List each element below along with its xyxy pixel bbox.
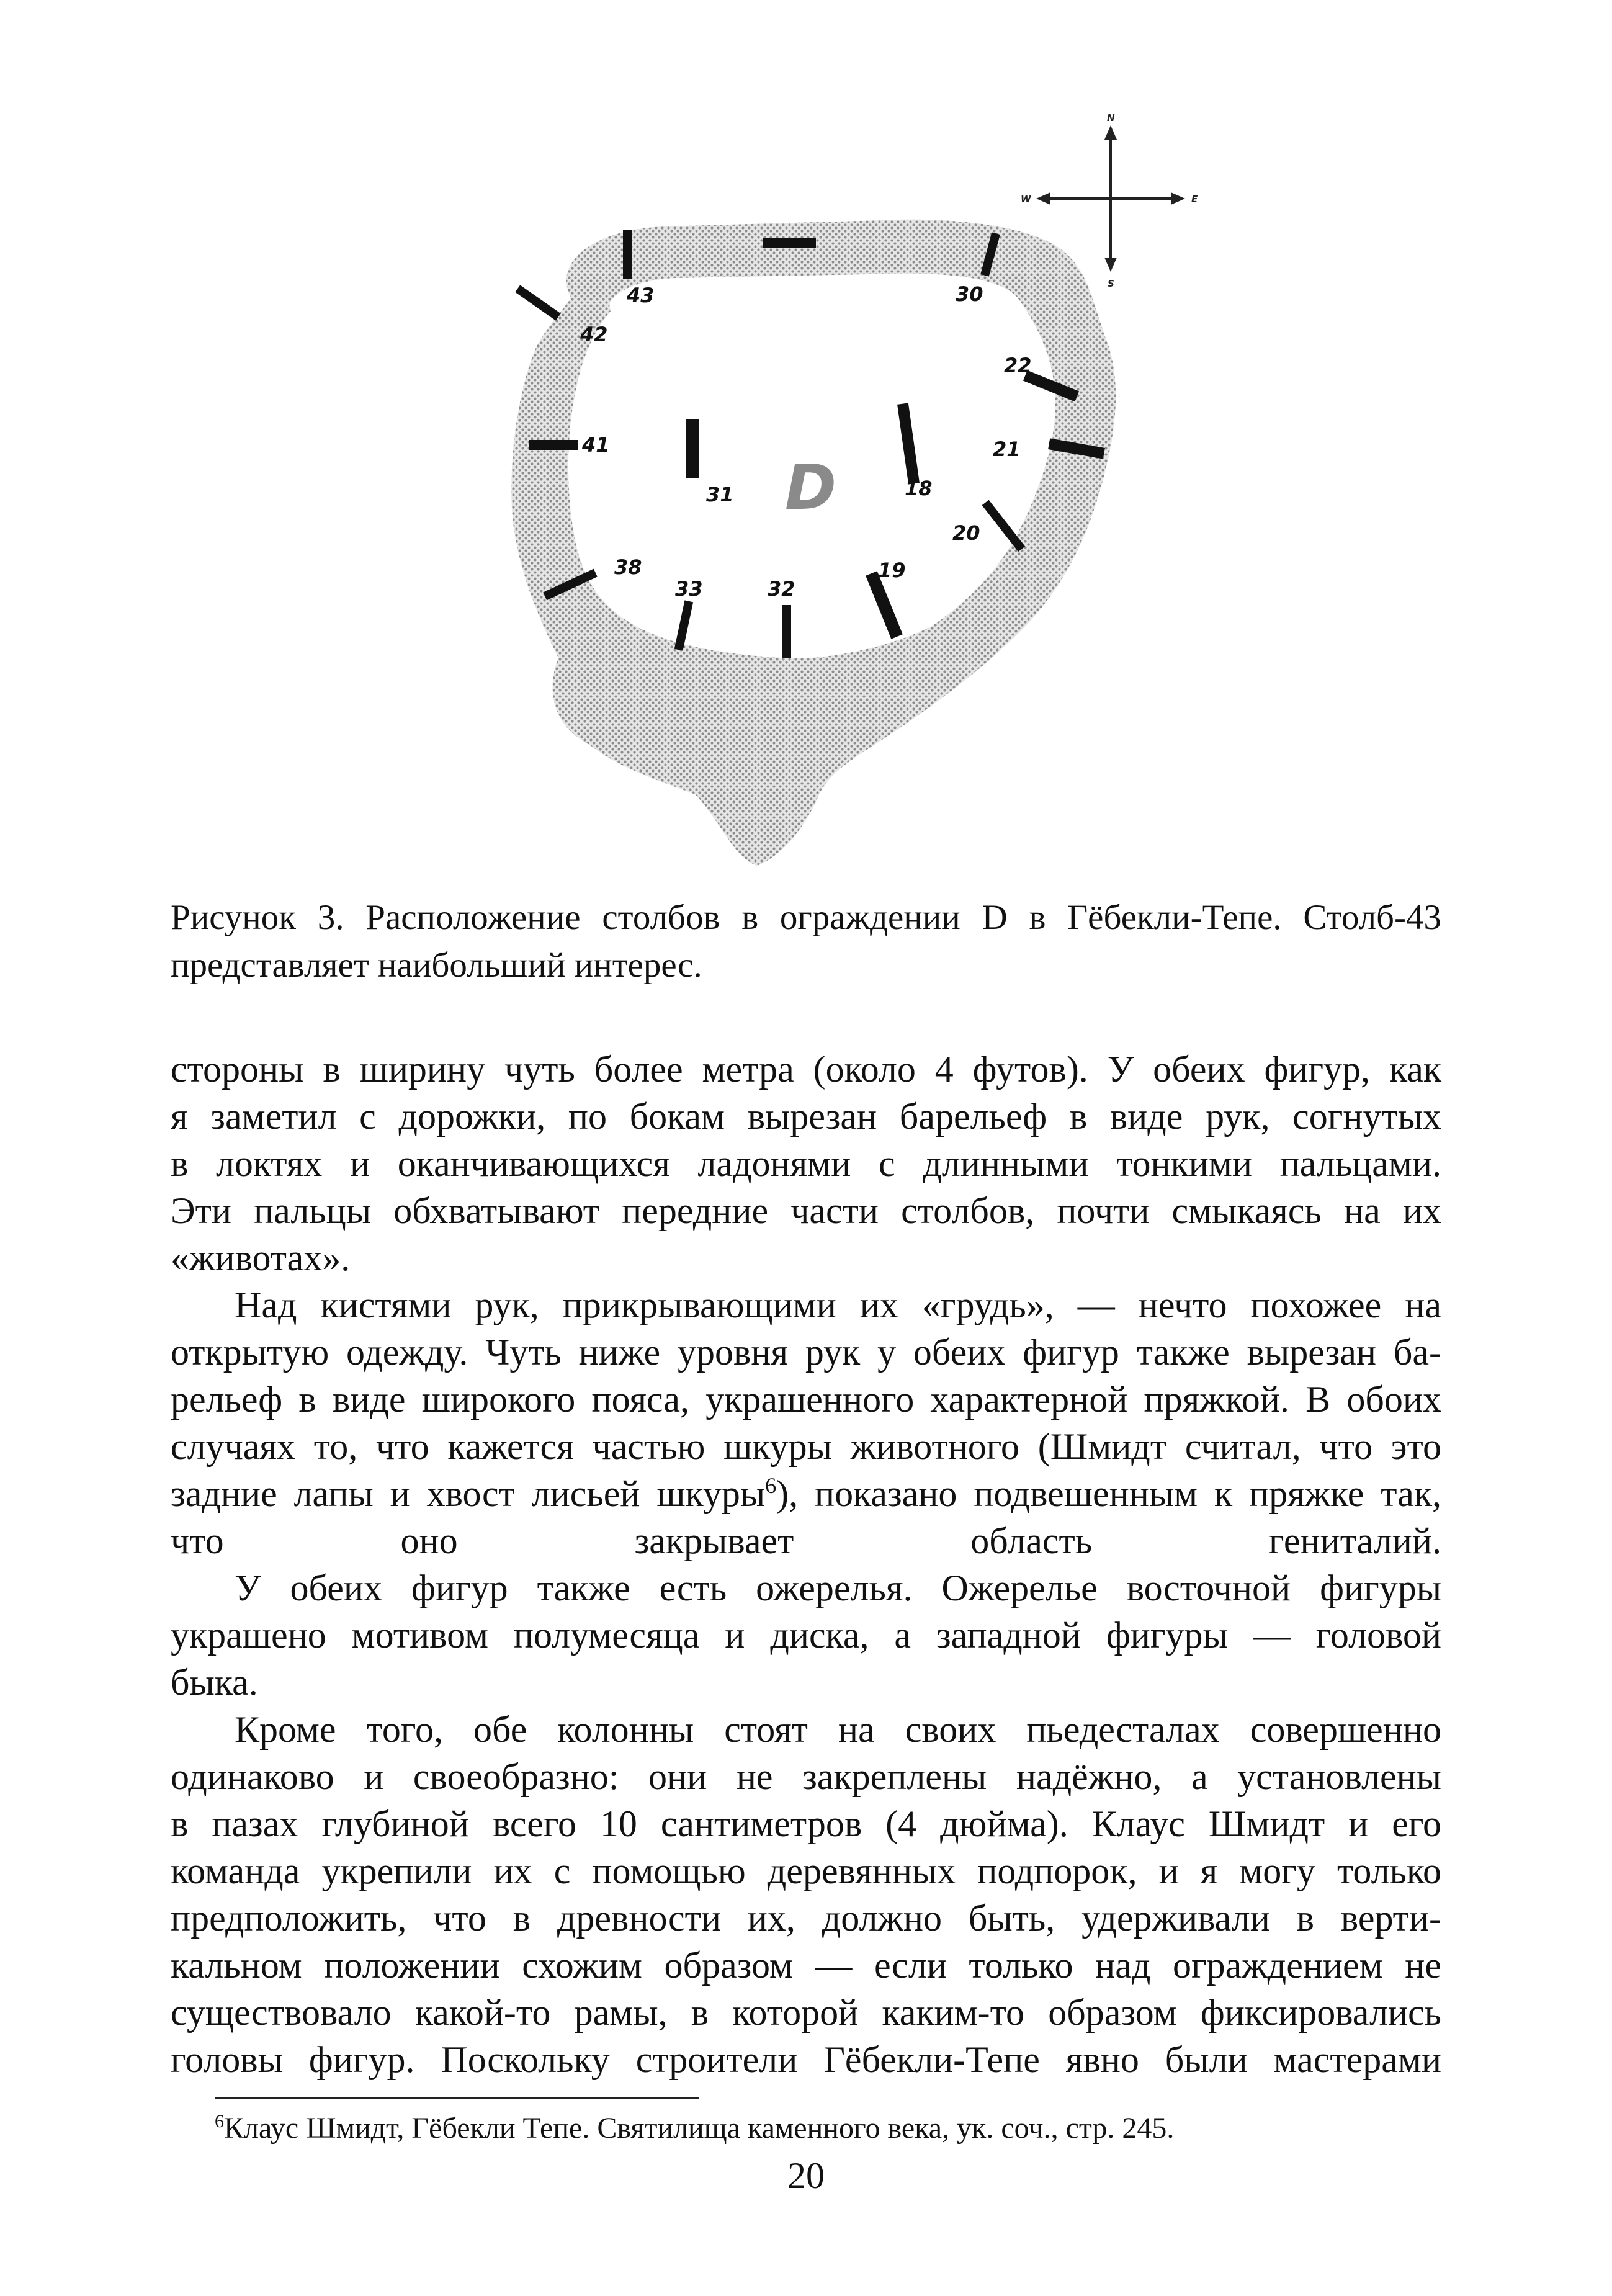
p4-line-8: головы фигур. Поскольку строители Гёбекли-Тепе явно были мастерами [171, 2039, 1441, 2080]
p2-line-6: что оно закрывает область гениталий. [171, 1520, 1441, 1561]
caption-line-2: представляет наибольший интерес. [171, 946, 702, 985]
compass-e: E [1191, 194, 1198, 205]
pillar-label-30: 30 [956, 282, 983, 306]
pillar-label-21: 21 [993, 437, 1021, 461]
p2-line-4: случаях то, что кажется частью шкуры животного (Шмидт считал, что это [171, 1426, 1441, 1467]
pillar-18 [897, 403, 920, 484]
p4-line-7: существовало какой-то рамы, в которой каким-то образом фиксировались [171, 1992, 1441, 2033]
pillar-label-32: 32 [768, 577, 795, 601]
pillar-label-18: 18 [905, 477, 933, 500]
p2-line-5 [171, 1470, 1441, 1517]
pillar-31 [686, 419, 699, 478]
pillar-label-20: 20 [952, 521, 980, 545]
arrow-north-icon [1104, 125, 1117, 140]
caption-line-1: Рисунок 3. Расположение столбов в ограждении D в Гёбекли-Тепе. Столб-43 [171, 898, 1441, 937]
footnote [215, 2110, 1394, 2147]
p1-line-4: Эти пальцы обхватывают передние части столбов, почти смыкаясь на их [171, 1190, 1441, 1231]
p4-line-6: кальном положении схожим образом — если только над ограждением не [171, 1945, 1441, 1986]
p1-line-1: стороны в ширину чуть более метра (около 4 футов). У обеих фигур, как [171, 1049, 1441, 1090]
compass-s: S [1108, 278, 1114, 289]
compass-n: N [1107, 112, 1115, 123]
p4-line-1: Кроме того, обе колонны стоят на своих пьедесталах совершенно [235, 1709, 1441, 1750]
pillar-label-31: 31 [706, 483, 734, 506]
p4-line-2: одинаково и своеобразно: они не закреплены надёжно, а установлены [171, 1756, 1441, 1797]
p2-line-3: рельеф в виде широкого пояса, украшенного характерной пряжкой. В обоих [171, 1379, 1441, 1420]
pillar-label-19: 19 [878, 558, 906, 582]
compass-w: W [1021, 194, 1031, 205]
body-text [171, 1046, 1441, 2083]
pillar-label-42: 42 [580, 323, 608, 346]
paragraph-1 [171, 1046, 1441, 1281]
footnote-mark: 6 [215, 2111, 224, 2132]
p3-line-1: У обеих фигур также есть ожерелья. Ожерелье восточной фигуры [235, 1567, 1441, 1608]
p2-line-1: Над кистями рук, прикрывающими их «грудь», — нечто похожее на [235, 1285, 1441, 1325]
pillar-top [763, 238, 816, 248]
pillar-label-38: 38 [614, 555, 642, 579]
p1-line-2: я заметил с дорожки, по бокам вырезан барельеф в виде рук, согнутых [171, 1096, 1441, 1137]
footnote-divider [215, 2097, 699, 2099]
pillar-label-41: 41 [582, 433, 610, 457]
p4-line-3: в пазах глубиной всего 10 сантиметров (4 дюйма). Клаус Шмидт и его [171, 1803, 1441, 1844]
p3-line-2: украшено мотивом полумесяца и диска, а западной фигуры — головой [171, 1615, 1441, 1656]
pillar-label-43: 43 [627, 284, 655, 307]
p1-line-3: в локтях и оканчивающихся ладонями с длинными тонкими пальцами. [171, 1143, 1441, 1184]
footnote-text: Клаус Шмидт, Гёбекли Тепе. Святилища каменного века, ук. соч., стр. 245. [224, 2112, 1175, 2145]
p1-line-5: «животах». [171, 1237, 351, 1278]
arrow-south-icon [1104, 258, 1117, 272]
figure-caption [171, 894, 1441, 989]
p2-line-2: открытую одежду. Чуть ниже уровня рук у обеих фигур также вырезан ба- [171, 1332, 1441, 1373]
p4-line-4: команда укрепили их с помощью деревянных подпорок, и я могу только [171, 1850, 1441, 1891]
page-number: 20 [787, 2155, 825, 2196]
p2-line-5-before: задние лапы и хвост лисьей шкуры [171, 1473, 766, 1514]
pillar-32 [782, 605, 791, 658]
pillar-42 [515, 285, 561, 320]
p4-line-5: предположить, что в древности их, должно быть, удерживали в верти- [171, 1898, 1441, 1939]
arrow-west-icon [1036, 192, 1050, 205]
p2-line-5-after: ), показано подвешенным к пряжке так, [776, 1473, 1442, 1514]
pillar-label-22: 22 [1004, 354, 1032, 377]
paragraph-2 [171, 1281, 1441, 1564]
footnote-ref-6[interactable]: 6 [765, 1473, 777, 1498]
enclosure-wall [511, 220, 1116, 866]
paragraph-3 [171, 1564, 1441, 1706]
p3-line-3: быка. [171, 1662, 258, 1703]
enclosure-d-plan [459, 112, 1291, 881]
paragraph-4 [171, 1706, 1441, 2083]
enclosure-label: D [785, 451, 837, 524]
pillar-33 [674, 600, 693, 650]
pillar-20 [982, 500, 1026, 552]
pillar-43 [623, 230, 632, 279]
enclosure-d-figure [459, 112, 1291, 881]
pillar-label-33: 33 [675, 577, 703, 601]
arrow-east-icon [1171, 192, 1185, 205]
pillar-41 [529, 440, 578, 450]
